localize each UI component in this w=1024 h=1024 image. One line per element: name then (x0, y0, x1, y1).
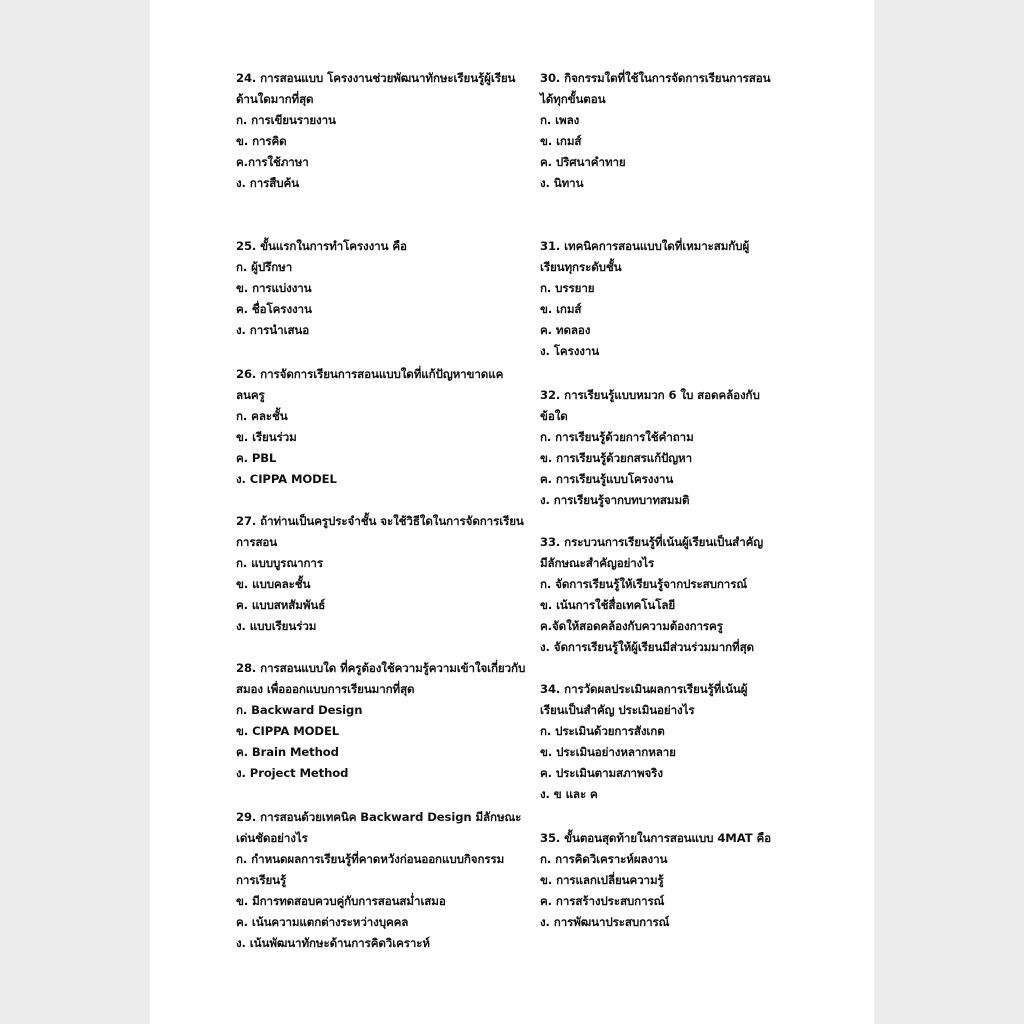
question-32-option-b: ข. การเรียนรู้ด้วยกสรแก้ปัญหา (540, 451, 692, 465)
question-28-text-2: สมอง เพื่อออกแบบการเรียนมากที่สุด (236, 682, 415, 696)
question-29-text-1: 29. การสอนด้วยเทคนิค Backward Design มีลักษณะ (236, 810, 522, 824)
question-29-option-a-cont: การเรียนรู้ (236, 873, 287, 887)
question-30-option-a: ก. เพลง (540, 113, 580, 127)
question-25-option-a: ก. ผู้ปรึกษา (236, 260, 293, 274)
question-26-option-c: ค. PBL (236, 451, 277, 465)
question-27-option-d: ง. แบบเรียนร่วม (236, 619, 317, 633)
question-29-option-a: ก. กำหนดผลการเรียนรู้ที่คาดหวังก่อนออกแบบกิจกรรม (236, 852, 505, 866)
question-28-option-b: ข. CIPPA MODEL (236, 724, 340, 738)
question-34 (540, 679, 840, 805)
question-25-option-c: ค. ชื่อโครงงาน (236, 302, 312, 316)
question-34-option-b: ข. ประเมินอย่างหลากหลาย (540, 745, 676, 759)
question-35-option-c: ค. การสร้างประสบการณ์ (540, 894, 665, 908)
question-24-text-2: ด้านใดมากที่สุด (236, 92, 314, 106)
question-27-text-1: 27. ถ้าท่านเป็นครูประจำชั้น จะใช้วิธีใดในการจัดการเรียน (236, 514, 524, 528)
question-31-option-c: ค. ทดลอง (540, 323, 591, 337)
question-33-option-c: ค.จัดให้สอดคล้องกับความต้องการครู (540, 619, 723, 633)
question-33 (540, 532, 840, 658)
question-24-option-d: ง. การสืบค้น (236, 176, 299, 190)
question-25-option-d: ง. การนำเสนอ (236, 323, 310, 337)
question-32-option-a: ก. การเรียนรู้ด้วยการใช้คำถาม (540, 430, 694, 444)
question-31-option-b: ข. เกมส์ (540, 302, 582, 316)
question-29-text-2: เด่นชัดอย่างไร (236, 831, 308, 845)
question-35-option-a: ก. การคิดวิเคราะห์ผลงาน (540, 852, 668, 866)
question-35-option-b: ข. การแลกเปลี่ยนความรู้ (540, 873, 664, 887)
question-24-option-b: ข. การคิด (236, 134, 287, 148)
question-32-option-d: ง. การเรียนรู้จากบทบาทสมมติ (540, 493, 690, 507)
question-27-option-a: ก. แบบบูรณาการ (236, 556, 323, 570)
question-31-text-2: เรียนทุกระดับชั้น (540, 260, 622, 274)
question-26-text-2: ลนครู (236, 388, 265, 402)
question-30-text-1: 30. กิจกรรมใดที่ใช้ในการจัดการเรียนการสอน (540, 71, 771, 85)
question-30-option-c: ค. ปริศนาคำทาย (540, 155, 626, 169)
question-28-option-a: ก. Backward Design (236, 703, 363, 717)
question-32-text-1: 32. การเรียนรู้แบบหมวก 6 ใบ สอดคล้องกับ (540, 388, 760, 402)
question-25-option-b: ข. การแบ่งงาน (236, 281, 312, 295)
question-31 (540, 236, 840, 362)
question-29-option-d: ง. เน้นพัฒนาทักษะด้านการคิดวิเคราะห์ (236, 936, 430, 950)
question-30-option-b: ข. เกมส์ (540, 134, 582, 148)
question-30 (540, 68, 840, 194)
question-28-text-1: 28. การสอนแบบใด ที่ครูต้องใช้ความรู้ความเข้าใจเกี่ยวกับ (236, 661, 526, 675)
question-26-option-d: ง. CIPPA MODEL (236, 472, 337, 486)
question-33-text-1: 33. กระบวนการเรียนรู้ที่เน้นผู้เรียนเป็นสำคัญ (540, 535, 764, 549)
question-25-text-1: 25. ขั้นแรกในการทำโครงงาน คือ (236, 239, 407, 253)
question-27-text-2: การสอน (236, 535, 278, 549)
question-28 (236, 658, 536, 784)
question-26 (236, 364, 536, 490)
question-31-option-d: ง. โครงงาน (540, 344, 600, 358)
question-32 (540, 385, 840, 511)
question-32-text-2: ข้อใด (540, 409, 568, 423)
question-26-text-1: 26. การจัดการเรียนการสอนแบบใดที่แก้ปัญหาขาดแค (236, 367, 504, 381)
question-30-text-2: ได้ทุกขั้นตอน (540, 92, 606, 106)
question-35 (540, 828, 840, 933)
question-33-text-2: มีลักษณะสำคัญอย่างไร (540, 556, 655, 570)
question-29 (236, 807, 536, 954)
question-26-option-a: ก. คละชั้น (236, 409, 288, 423)
question-31-text-1: 31. เทคนิคการสอนแบบใดที่เหมาะสมกับผู้ (540, 239, 750, 253)
question-34-option-a: ก. ประเมินด้วยการสังเกต (540, 724, 665, 738)
question-24-option-a: ก. การเขียนรายงาน (236, 113, 336, 127)
question-33-option-d: ง. จัดการเรียนรู้ให้ผู้เรียนมีส่วนร่วมมากที่สุด (540, 640, 754, 654)
question-27-option-b: ข. แบบคละชั้น (236, 577, 311, 591)
question-34-text-1: 34. การวัดผลประเมินผลการเรียนรู้ที่เน้นผู้ (540, 682, 748, 696)
question-27 (236, 511, 536, 637)
question-35-text-1: 35. ขั้นตอนสุดท้ายในการสอนแบบ 4MAT คือ (540, 831, 771, 845)
question-35-option-d: ง. การพัฒนาประสบการณ์ (540, 915, 670, 929)
question-24-option-c: ค.การใช้ภาษา (236, 155, 309, 169)
question-30-option-d: ง. นิทาน (540, 176, 584, 190)
question-28-option-c: ค. Brain Method (236, 745, 339, 759)
question-27-option-c: ค. แบบสหสัมพันธ์ (236, 598, 326, 612)
question-26-option-b: ข. เรียนร่วม (236, 430, 297, 444)
question-24-text-1: 24. การสอนแบบ โครงงานช่วยพัฒนาทักษะเรียนรู้ผู้เรียน (236, 71, 516, 85)
question-31-option-a: ก. บรรยาย (540, 281, 595, 295)
question-34-option-d: ง. ข และ ค (540, 787, 598, 801)
question-29-option-c: ค. เน้นความแตกต่างระหว่างบุคคล (236, 915, 409, 929)
question-28-option-d: ง. Project Method (236, 766, 349, 780)
question-29-option-b: ข. มีการทดสอบควบคู่กับการสอนสม่ำเสมอ (236, 894, 446, 908)
question-33-option-a: ก. จัดการเรียนรู้ให้เรียนรู้จากประสบการณ์ (540, 577, 747, 591)
question-33-option-b: ข. เน้นการใช้สื่อเทคโนโลยี (540, 598, 676, 612)
question-24 (236, 68, 536, 194)
question-25 (236, 236, 536, 341)
question-34-text-2: เรียนเป็นสำคัญ ประเมินอย่างไร (540, 703, 695, 717)
question-32-option-c: ค. การเรียนรู้แบบโครงงาน (540, 472, 674, 486)
question-34-option-c: ค. ประเมินตามสภาพจริง (540, 766, 663, 780)
